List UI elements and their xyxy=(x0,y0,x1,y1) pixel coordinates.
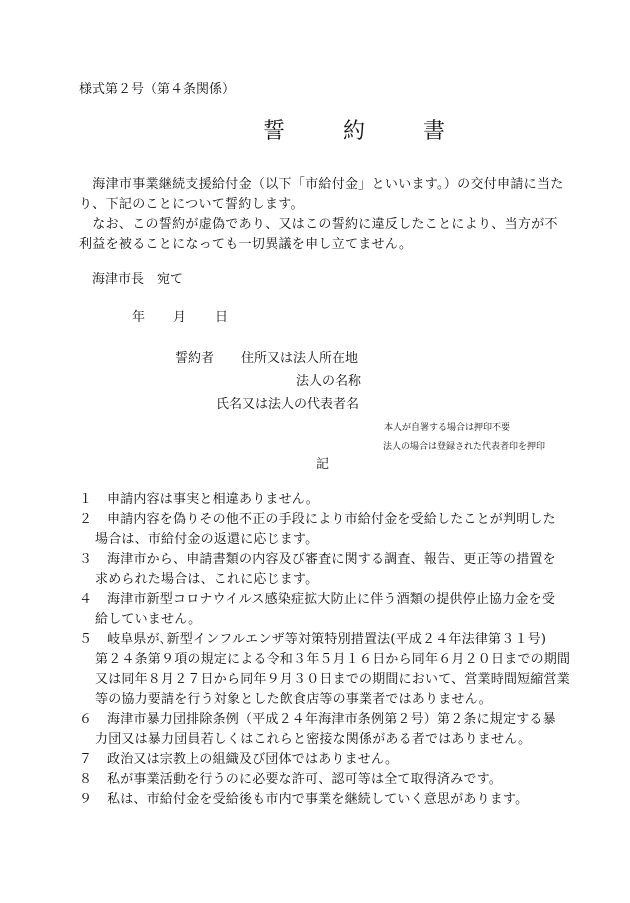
seal-note-corporation: 法人の場合は登録された代表者印を押印 xyxy=(383,442,546,452)
intro-paragraph-1: 海津市事業継続支援給付金（以下「市給付金」といいます。）の交付申請に当たり、下記のことについて誓約します。 xyxy=(79,177,564,212)
addressee: 海津市長 宛て xyxy=(92,272,184,287)
pledge-item: ３ 海津市から、申請書類の内容及び審査に関する調査、報告、更正等の措置を 求められた場合は、これに応じます。 xyxy=(79,552,556,587)
form-label: 様式第２号（第４条関係） xyxy=(79,82,236,97)
pledge-item: ９ 私は、市給付金を受給後も市内で事業を継続していく意思があります。 xyxy=(79,792,529,807)
ki-heading: 記 xyxy=(316,457,330,472)
date-month: 月 xyxy=(173,310,187,325)
pledge-item: ７ 政治又は宗教上の組織及び団体ではありません。 xyxy=(79,752,399,767)
date-year: 年 xyxy=(132,310,146,325)
signer-address-label: 住所又は法人所在地 xyxy=(241,351,359,366)
pledge-items-list xyxy=(79,490,571,810)
signer-corp-name-label: 法人の名称 xyxy=(296,374,362,389)
signer-rep-name-label: 氏名又は法人の代表者名 xyxy=(216,397,360,412)
intro-paragraph-2: なお、この誓約が虚偽であり、又はこの誓約に違反したことにより、当方が不利益を被ることになっても一切異議を申し立てません。 xyxy=(79,217,558,252)
pledge-item: １ 申請内容は事実と相違ありません。 xyxy=(79,492,319,507)
page-title: 誓 約 書 xyxy=(263,119,464,144)
pledge-item: ２ 申請内容を偽りその他不正の手段により市給付金を受給したことが判明した 場合は、市給付金の返還に応じます。 xyxy=(79,512,556,547)
seal-note-individual: 本人が自署する場合は押印不要 xyxy=(384,423,511,433)
pledge-item: ８ 私が事業活動を行うのに必要な許可、認可等は全て取得済みです。 xyxy=(79,772,502,787)
signer-label: 誓約者 xyxy=(175,351,215,366)
pledge-item: ４ 海津市新型コロナウイルス感染症拡大防止に伴う酒類の提供停止協力金を受 給していません。 xyxy=(79,592,556,627)
pledge-item: ５ 岐阜県が､新型インフルエンザ等対策特別措置法(平成２４年法律第３１号) 第２４条第９項の規定による令和３年５月１６日から同年６月２０日までの期間又は同年８月２７日から同年９月３０日までの期間において、営業時間短縮営業等の協力要請を行う対象とした飲食店等の事業者ではありません。 xyxy=(79,632,571,707)
pledge-item: ６ 海津市暴力団排除条例（平成２４年海津市条例第２号）第２条に規定する暴 力団又は暴力団員若しくはこれらと密接な関係がある者ではありません。 xyxy=(79,712,556,747)
date-day: 日 xyxy=(215,310,229,325)
